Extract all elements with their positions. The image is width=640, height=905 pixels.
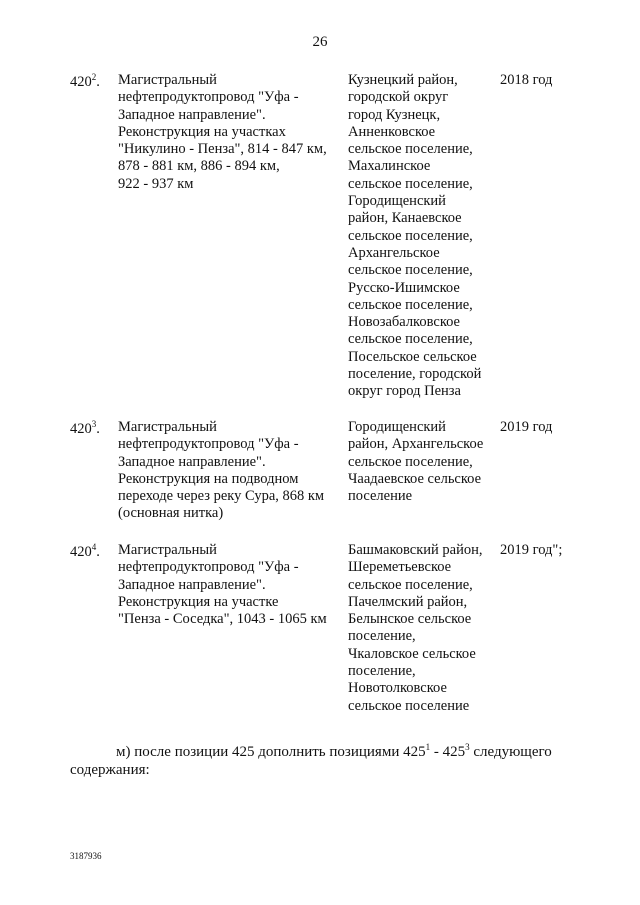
location-line: Чкаловское сельское: [348, 645, 476, 662]
location-line: сельское поселение,: [348, 576, 473, 593]
location-line: район, Канаевское: [348, 210, 462, 227]
position-location: [348, 72, 498, 401]
location-line: Пачелмский район,: [348, 593, 468, 610]
description-line: Западное направление".: [118, 576, 266, 593]
location-line: Городищенский: [348, 193, 446, 210]
location-line: Шереметьевское: [348, 559, 452, 576]
description-line: Западное направление".: [118, 453, 266, 470]
position-description: [118, 72, 346, 193]
location-line: Кузнецкий район,: [348, 72, 458, 88]
location-line: сельское поселение,: [348, 141, 473, 158]
amendment-text-part1: м) после позиции 425 дополнить позициями 425: [116, 744, 426, 760]
location-line: сельское поселение,: [348, 296, 473, 313]
description-line: нефтепродуктопровод "Уфа -: [118, 436, 299, 453]
page-number: 26: [312, 34, 328, 50]
amendment-text-part3: следующего: [469, 744, 552, 760]
location-line: Чаадаевское сельское: [348, 470, 482, 487]
description-line: Западное направление".: [118, 106, 266, 123]
location-line: поселение,: [348, 628, 416, 645]
location-line: сельское поселение,: [348, 453, 473, 470]
location-line: Архангельское: [348, 244, 440, 261]
description-line: нефтепродуктопровод "Уфа -: [118, 89, 299, 106]
location-line: Посельское сельское: [348, 348, 477, 365]
position-year: 2019 год";: [500, 542, 563, 558]
amendment-sup2: 3: [465, 742, 470, 752]
position-location: [348, 419, 498, 505]
location-line: Белынское сельское: [348, 611, 472, 628]
location-line: район, Архангельское: [348, 436, 484, 453]
location-line: поселение, городской: [348, 366, 482, 383]
description-line: Реконструкция на подводном: [118, 470, 299, 487]
location-line: округ город Пенза: [348, 383, 461, 400]
location-line: сельское поселение,: [348, 262, 473, 279]
amendment-text-line2: содержания:: [70, 762, 150, 778]
location-line: Анненковское: [348, 123, 436, 140]
description-line: "Пенза - Соседка", 1043 - 1065 км: [118, 611, 327, 628]
amendment-paragraph: [70, 738, 566, 779]
location-line: город Кузнецк,: [348, 106, 441, 123]
amendment-text-part2: - 425: [430, 744, 466, 760]
position-number: $420^4$.: [70, 542, 100, 560]
location-line: сельское поселение,: [348, 175, 473, 192]
description-line: Реконструкция на участках: [118, 123, 286, 140]
location-line: Новозабалковское: [348, 314, 460, 331]
description-line: переходе через реку Сура, 868 км: [118, 488, 325, 505]
location-line: Башмаковский район,: [348, 542, 483, 558]
location-line: поселение,: [348, 663, 416, 680]
location-line: поселение: [348, 488, 413, 505]
description-line: нефтепродуктопровод "Уфа -: [118, 559, 299, 576]
location-line: сельское поселение,: [348, 331, 473, 348]
position-year: 2018 год: [500, 72, 553, 88]
position-number: $420^3$.: [70, 419, 100, 437]
description-line: Магистральный: [118, 542, 217, 558]
position-location: [348, 542, 498, 715]
location-line: сельское поселение,: [348, 227, 473, 244]
description-line: Магистральный: [118, 72, 217, 88]
position-description: [118, 419, 346, 523]
location-line: Русско-Ишимское: [348, 279, 460, 296]
location-line: Махалинское: [348, 158, 431, 175]
position-description: [118, 542, 346, 628]
description-line: (основная нитка): [118, 505, 224, 522]
location-line: городской округ: [348, 89, 449, 106]
description-line: "Никулино - Пенза", 814 - 847 км,: [118, 141, 327, 158]
document-code: 3187936: [70, 851, 102, 861]
description-line: 878 - 881 км, 886 - 894 км,: [118, 158, 280, 175]
amendment-sup1: 1: [425, 742, 431, 752]
location-line: сельское поселение: [348, 697, 470, 714]
position-year: 2019 год: [500, 419, 553, 435]
description-line: Реконструкция на участке: [118, 593, 279, 610]
description-line: 922 - 937 км: [118, 175, 194, 192]
position-number: $420^2$.: [70, 72, 100, 90]
description-line: Магистральный: [118, 419, 217, 435]
location-line: Городищенский: [348, 419, 446, 435]
location-line: Новотолковское: [348, 680, 447, 697]
